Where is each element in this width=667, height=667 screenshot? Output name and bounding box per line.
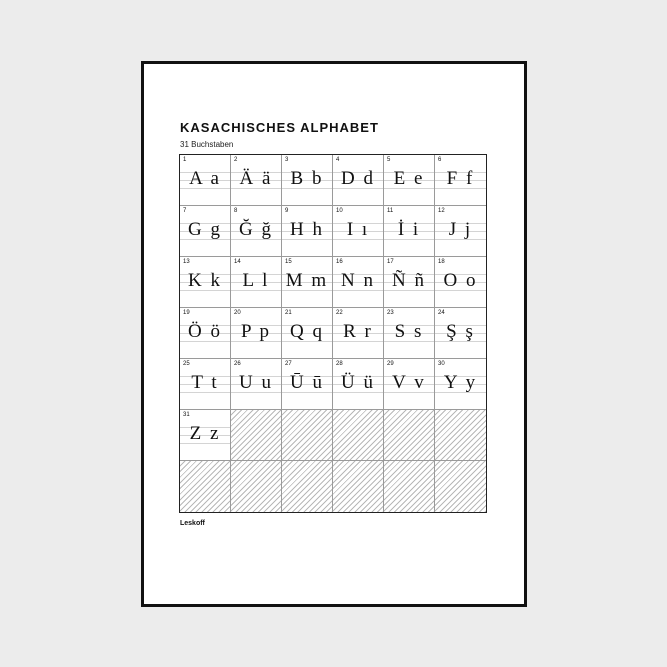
letter-cell: [180, 155, 231, 206]
letter-glyph: E e: [393, 168, 425, 189]
letter-number: 14: [234, 259, 241, 265]
letter-glyph: Ğ ğ: [239, 219, 273, 240]
letter-number: 18: [438, 259, 445, 265]
letter-cell: [282, 206, 333, 257]
letter-number: 5: [387, 157, 391, 163]
empty-hatched-cell: [435, 461, 486, 512]
empty-hatched-cell: [231, 410, 282, 461]
alphabet-grid: [180, 155, 486, 512]
letter-glyph: R r: [343, 321, 373, 342]
letter-cell: [333, 308, 384, 359]
empty-hatched-cell: [282, 461, 333, 512]
letter-cell: [180, 410, 231, 461]
letter-number: 3: [285, 157, 289, 163]
letter-glyph: Ö ö: [188, 321, 222, 342]
letter-cell: [180, 257, 231, 308]
letter-glyph: D d: [341, 168, 375, 189]
letter-glyph: S s: [394, 321, 424, 342]
empty-hatched-cell: [180, 461, 231, 512]
letter-number: 7: [183, 208, 187, 214]
empty-hatched-cell: [333, 410, 384, 461]
letter-number: 31: [183, 412, 190, 418]
letter-number: 13: [183, 259, 190, 265]
letter-glyph: H h: [290, 219, 324, 240]
letter-cell: [282, 155, 333, 206]
letter-glyph: Z z: [189, 423, 221, 444]
letter-number: 1: [183, 157, 187, 163]
empty-hatched-cell: [231, 461, 282, 512]
empty-hatched-cell: [384, 461, 435, 512]
letter-cell: [333, 206, 384, 257]
letter-cell: [231, 155, 282, 206]
letter-number: 10: [336, 208, 343, 214]
letter-glyph: L l: [242, 270, 270, 291]
letter-glyph: I ı: [346, 219, 370, 240]
letter-cell: [231, 359, 282, 410]
letter-glyph: F f: [446, 168, 475, 189]
letter-glyph: Y y: [443, 372, 478, 393]
letter-cell: [333, 155, 384, 206]
letter-glyph: B b: [290, 168, 324, 189]
letter-glyph: O o: [443, 270, 478, 291]
letter-cell: [231, 308, 282, 359]
letter-number: 17: [387, 259, 394, 265]
letter-cell: [435, 359, 486, 410]
letter-glyph: A a: [189, 168, 221, 189]
letter-number: 4: [336, 157, 340, 163]
letter-number: 9: [285, 208, 289, 214]
letter-number: 12: [438, 208, 445, 214]
letter-glyph: P p: [240, 321, 272, 342]
poster-subtitle: 31 Buchstaben: [180, 140, 234, 149]
letter-number: 30: [438, 361, 445, 367]
empty-hatched-cell: [333, 461, 384, 512]
letter-cell: [231, 206, 282, 257]
letter-glyph: T t: [191, 372, 219, 393]
letter-cell: [282, 308, 333, 359]
letter-number: 29: [387, 361, 394, 367]
letter-number: 6: [438, 157, 442, 163]
empty-hatched-cell: [435, 410, 486, 461]
poster-title: KASACHISCHES ALPHABET: [180, 120, 379, 135]
letter-cell: [384, 308, 435, 359]
letter-glyph: Ş ş: [446, 321, 475, 342]
letter-cell: [333, 359, 384, 410]
letter-glyph: Ü ü: [341, 372, 375, 393]
letter-number: 16: [336, 259, 343, 265]
letter-number: 15: [285, 259, 292, 265]
letter-number: 26: [234, 361, 241, 367]
letter-glyph: Ä ä: [239, 168, 273, 189]
letter-cell: [180, 308, 231, 359]
letter-cell: [384, 206, 435, 257]
letter-glyph: N n: [341, 270, 375, 291]
letter-glyph: K k: [188, 270, 222, 291]
empty-hatched-cell: [384, 410, 435, 461]
letter-cell: [435, 257, 486, 308]
brand-label: Leskoff: [180, 520, 205, 527]
letter-number: 11: [387, 208, 394, 214]
letter-number: 24: [438, 310, 445, 316]
letter-number: 23: [387, 310, 394, 316]
letter-number: 22: [336, 310, 343, 316]
letter-number: 20: [234, 310, 241, 316]
letter-glyph: İ i: [397, 219, 421, 240]
letter-glyph: V v: [392, 372, 426, 393]
letter-cell: [282, 257, 333, 308]
letter-glyph: J j: [448, 219, 473, 240]
letter-cell: [384, 155, 435, 206]
letter-cell: [384, 359, 435, 410]
poster-frame: [141, 61, 527, 607]
letter-glyph: Ū ū: [290, 372, 324, 393]
letter-cell: [180, 206, 231, 257]
letter-number: 25: [183, 361, 190, 367]
letter-number: 8: [234, 208, 238, 214]
letter-cell: [435, 155, 486, 206]
letter-glyph: Ñ ñ: [392, 270, 426, 291]
letter-cell: [180, 359, 231, 410]
letter-glyph: U u: [239, 372, 273, 393]
letter-cell: [282, 359, 333, 410]
letter-cell: [435, 206, 486, 257]
letter-glyph: Q q: [290, 321, 324, 342]
letter-number: 19: [183, 310, 190, 316]
letter-cell: [384, 257, 435, 308]
letter-glyph: G g: [188, 219, 222, 240]
letter-cell: [333, 257, 384, 308]
letter-cell: [435, 308, 486, 359]
letter-number: 2: [234, 157, 238, 163]
letter-number: 21: [285, 310, 292, 316]
letter-number: 27: [285, 361, 292, 367]
letter-cell: [231, 257, 282, 308]
letter-glyph: M m: [285, 270, 329, 291]
letter-number: 28: [336, 361, 343, 367]
empty-hatched-cell: [282, 410, 333, 461]
